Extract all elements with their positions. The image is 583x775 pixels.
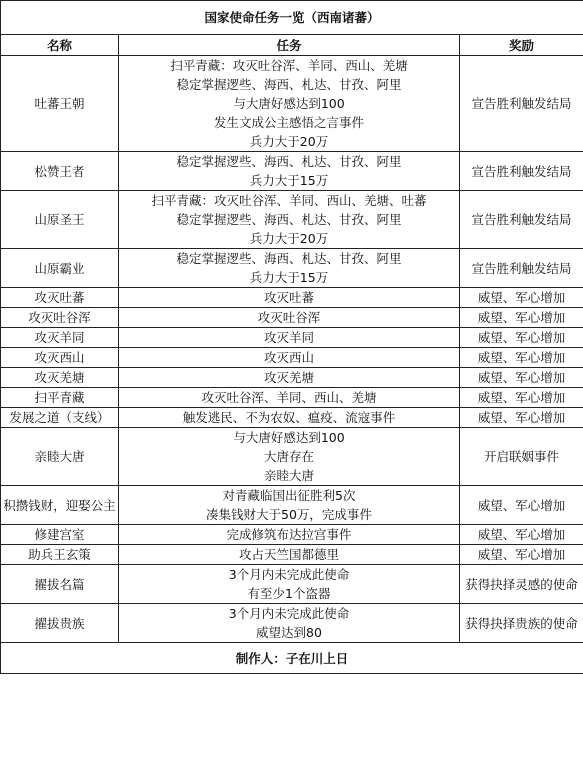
mission-task [119, 428, 460, 486]
task-line: 兵力大于15万 [249, 270, 329, 285]
task-line: 发生文成公主感悟之言事件 [213, 115, 364, 130]
table-row [1, 604, 583, 643]
mission-name: 山原圣王 [1, 191, 119, 249]
table-row [1, 191, 583, 249]
mission-name: 攻灭吐谷浑 [1, 308, 119, 328]
task-line: 与大唐好感达到100 [233, 430, 345, 445]
task-line: 攻灭羊同 [263, 330, 314, 345]
mission-reward: 威望、军心增加 [460, 545, 583, 565]
task-line: 亲睦大唐 [263, 468, 314, 483]
mission-task [119, 56, 460, 152]
author-credit: 制作人：子在川上日 [1, 643, 583, 674]
task-line: 攻占天竺国都德里 [238, 547, 339, 562]
mission-reward: 威望、军心增加 [460, 486, 583, 525]
mission-reward: 威望、军心增加 [460, 348, 583, 368]
mission-task [119, 191, 460, 249]
task-line: 稳定掌握逻些、海西、札达、甘孜、阿里 [176, 212, 402, 227]
mission-reward: 威望、军心增加 [460, 368, 583, 388]
mission-reward: 宣告胜利触发结局 [460, 249, 583, 288]
table-row [1, 428, 583, 486]
column-header-task: 任务 [119, 35, 460, 56]
table-row [1, 388, 583, 408]
mission-name: 修建宫室 [1, 525, 119, 545]
mission-name: 擢拔名篇 [1, 565, 119, 604]
mission-task [119, 388, 460, 408]
mission-reward: 获得抉择灵感的使命 [460, 565, 583, 604]
mission-reward: 宣告胜利触发结局 [460, 191, 583, 249]
task-line: 凑集钱财大于50万，完成事件 [206, 507, 372, 522]
table-row [1, 56, 583, 152]
task-line: 攻灭羌塘 [263, 370, 314, 385]
mission-name: 攻灭吐蕃 [1, 288, 119, 308]
task-line: 与大唐好感达到100 [233, 96, 345, 111]
task-line: 攻灭西山 [263, 350, 314, 365]
table-row [1, 525, 583, 545]
mission-name: 助兵王玄策 [1, 545, 119, 565]
mission-name: 发展之道（支线） [1, 408, 119, 428]
mission-reward: 威望、军心增加 [460, 288, 583, 308]
table-row [1, 486, 583, 525]
task-line: 扫平青藏：攻灭吐谷浑、羊同、西山、羌塘 [170, 58, 408, 73]
mission-rows [1, 56, 583, 643]
mission-name: 扫平青藏 [1, 388, 119, 408]
task-line: 3个月内未完成此使命 [228, 606, 350, 621]
mission-reward: 获得抉择贵族的使命 [460, 604, 583, 643]
mission-reward: 威望、军心增加 [460, 328, 583, 348]
mission-task [119, 288, 460, 308]
task-line: 扫平青藏：攻灭吐谷浑、羊同、西山、羌塘、吐蕃 [151, 193, 427, 208]
mission-name: 攻灭羌塘 [1, 368, 119, 388]
task-line: 稳定掌握逻些、海西、札达、甘孜、阿里 [176, 251, 402, 266]
table-row [1, 545, 583, 565]
title-row [1, 1, 583, 35]
task-line: 稳定掌握逻些、海西、札达、甘孜、阿里 [176, 77, 402, 92]
mission-task [119, 525, 460, 545]
mission-reward: 宣告胜利触发结局 [460, 56, 583, 152]
mission-reward: 宣告胜利触发结局 [460, 152, 583, 191]
mission-task [119, 565, 460, 604]
mission-reward: 威望、军心增加 [460, 525, 583, 545]
table-row [1, 408, 583, 428]
mission-name: 山原霸业 [1, 249, 119, 288]
task-line: 兵力大于15万 [249, 173, 329, 188]
mission-task [119, 408, 460, 428]
mission-task [119, 249, 460, 288]
table-row [1, 249, 583, 288]
mission-name: 积攒钱财，迎娶公主 [1, 486, 119, 525]
mission-task [119, 545, 460, 565]
mission-name: 吐蕃王朝 [1, 56, 119, 152]
task-line: 3个月内未完成此使命 [228, 567, 350, 582]
table-row [1, 328, 583, 348]
mission-name: 亲睦大唐 [1, 428, 119, 486]
task-line: 对青藏临国出征胜利5次 [222, 488, 356, 503]
task-line: 攻灭吐谷浑 [257, 310, 321, 325]
task-line: 触发逃民、不为农奴、瘟疫、流寇事件 [182, 410, 396, 425]
table-row [1, 308, 583, 328]
mission-name: 攻灭羊同 [1, 328, 119, 348]
footer-row [1, 643, 583, 674]
mission-reward: 威望、军心增加 [460, 388, 583, 408]
table-row [1, 348, 583, 368]
table-row [1, 565, 583, 604]
task-line: 攻灭吐谷浑、羊同、西山、羌塘 [201, 390, 377, 405]
page-title: 国家使命任务一览（西南诸蕃） [1, 1, 583, 35]
mission-reward: 威望、军心增加 [460, 408, 583, 428]
mission-reward: 威望、军心增加 [460, 308, 583, 328]
task-line: 大唐存在 [263, 449, 314, 464]
mission-task [119, 604, 460, 643]
column-header-reward: 奖励 [460, 35, 583, 56]
mission-task [119, 486, 460, 525]
mission-task [119, 368, 460, 388]
header-row [1, 35, 583, 56]
task-line: 兵力大于20万 [249, 134, 329, 149]
task-line: 有至少1个盗器 [247, 586, 331, 601]
mission-name: 擢拔贵族 [1, 604, 119, 643]
mission-task [119, 348, 460, 368]
mission-task [119, 152, 460, 191]
table-row [1, 288, 583, 308]
mission-task [119, 328, 460, 348]
mission-reward: 开启联姻事件 [460, 428, 583, 486]
table-row [1, 368, 583, 388]
task-line: 攻灭吐蕃 [263, 290, 314, 305]
table-row [1, 152, 583, 191]
task-line: 威望达到80 [256, 625, 322, 640]
mission-task [119, 308, 460, 328]
task-line: 完成修筑布达拉宫事件 [226, 527, 352, 542]
task-line: 稳定掌握逻些、海西、札达、甘孜、阿里 [176, 154, 402, 169]
task-line: 兵力大于20万 [249, 231, 329, 246]
column-header-name: 名称 [1, 35, 119, 56]
mission-name: 攻灭西山 [1, 348, 119, 368]
mission-name: 松赞王者 [1, 152, 119, 191]
